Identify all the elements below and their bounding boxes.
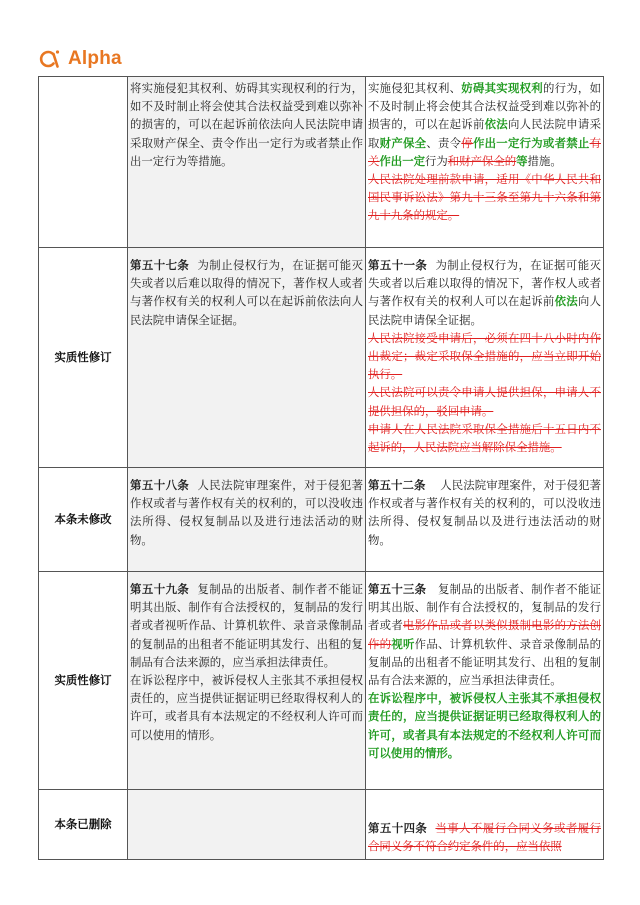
added-paragraph: 在诉讼程序中，被诉侵权人主张其不承担侵权责任的，应当提供证据证明已经取得权利人的许可，或者具有本法规定的不经权利人许可而可以使用的情形。 — [368, 691, 601, 760]
row-label: 实质性修订 — [39, 572, 128, 790]
deleted-paragraph: 申请人在人民法院采取保全措施后十五日内不起诉的，人民法院应当解除保全措施。 — [368, 421, 601, 455]
old-body: 第五十七条 为制止侵权行为，在证据可能灭失或者以后难以取得的情况下，著作权人或者与著作权有关的权利人可以在起诉前依法向人民法院申请保全证据。 — [130, 258, 363, 327]
new-body: 第五十四条 当事人不履行合同义务或者履行合同义务不符合约定条件的，应当依照 — [368, 820, 601, 853]
deleted-paragraph: 人民法院接受申请后，必须在四十八小时内作出裁定；裁定采取保全措施的，应当立即开始执行。 — [368, 330, 601, 382]
deleted-paragraph: 人民法院处理前款申请，适用《中华人民共和国民事诉讼法》第九十三条至第九十六条和第九十九条的规定。 — [368, 172, 601, 223]
comparison-table — [38, 76, 604, 860]
new-text-cell — [366, 468, 604, 572]
new-text-cell — [366, 790, 604, 860]
old-body: 第五十八条 人民法院审理案件，对于侵犯著作权或者与著作权有关的权利的，可以没收违法所得、侵权复制品以及进行违法活动的财物。 — [130, 478, 363, 547]
old-text-cell — [128, 572, 366, 790]
new-body: 第五十三条 复制品的出版者、制作者不能证明其出版、制作有合法授权的，复制品的发行者或者电影作品或者以类似摄制电影的方法创作的视听作品、计算机软件、录音录像制品的复制品的出租者不能证明其发行、出租的复制品有合法来源的，应当承担法律责任。 — [368, 582, 601, 688]
row-label: 本条已删除 — [39, 790, 128, 860]
new-body: 实施侵犯其权利、妨碍其实现权利的行为，如不及时制止将会使其合法权益受到难以弥补的损害的，可以在起诉前依法向人民法院申请采取财产保全、责令停作出一定行为或者禁止有关作出一定行为和财产保全的等措施。 — [368, 81, 601, 168]
new-body: 第五十二条 人民法院审理案件，对于侵犯著作权或者与著作权有关的权利的，可以没收违法所得、侵权复制品以及进行违法活动的财物。 — [368, 478, 601, 547]
article-number: 第五十三条 — [368, 582, 427, 596]
row-label — [39, 77, 128, 248]
article-number: 第五十九条 — [130, 582, 190, 596]
deleted-paragraph: 人民法院可以责令申请人提供担保，申请人不提供担保的，驳回申请。 — [368, 385, 601, 418]
table-row — [39, 572, 604, 790]
article-number: 第五十二条 — [368, 478, 426, 492]
row-label: 实质性修订 — [39, 248, 128, 468]
old-text-cell — [128, 77, 366, 248]
old-text-cell — [128, 468, 366, 572]
table-row — [39, 248, 604, 468]
old-body: 第五十九条 复制品的出版者、制作者不能证明其出版、制作有合法授权的，复制品的发行者或者视听作品、计算机软件、录音录像制品的复制品的出租者不能证明其发行、出租的复制品有合法来源的，应当承担法律责任。 — [130, 582, 363, 669]
old-text-cell — [128, 248, 366, 468]
logo-text: Alpha — [68, 48, 122, 69]
article-number: 第五十七条 — [130, 258, 190, 272]
table-row — [39, 790, 604, 860]
table-row — [39, 77, 604, 248]
row-label: 本条未修改 — [39, 468, 128, 572]
old-body-paragraph-2: 在诉讼程序中，被诉侵权人主张其不承担侵权责任的，应当提供证据证明已经取得权利人的许可，或者具有本法规定的不经权利人许可而可以使用的情形。 — [130, 673, 363, 742]
alpha-logo-icon — [38, 48, 60, 70]
new-text-cell — [366, 248, 604, 468]
new-text-cell — [366, 572, 604, 790]
old-body: 将实施侵犯其权利、妨碍其实现权利的行为，如不及时制止将会使其合法权益受到难以弥补的损害的，可以在起诉前依法向人民法院申请采取财产保全、责令作出一定行为或者禁止作出一定行为等措施。 — [130, 81, 363, 168]
article-number: 第五十一条 — [368, 258, 428, 272]
alpha-logo — [38, 46, 122, 72]
table-row — [39, 468, 604, 572]
old-text-cell — [128, 790, 366, 860]
article-number: 第五十四条 — [368, 820, 428, 835]
article-number: 第五十八条 — [130, 478, 190, 492]
new-body: 第五十一条 为制止侵权行为，在证据可能灭失或者以后难以取得的情况下，著作权人或者与著作权有关的权利人可以在起诉前依法向人民法院申请保全证据。 — [368, 258, 601, 327]
new-text-cell — [366, 77, 604, 248]
